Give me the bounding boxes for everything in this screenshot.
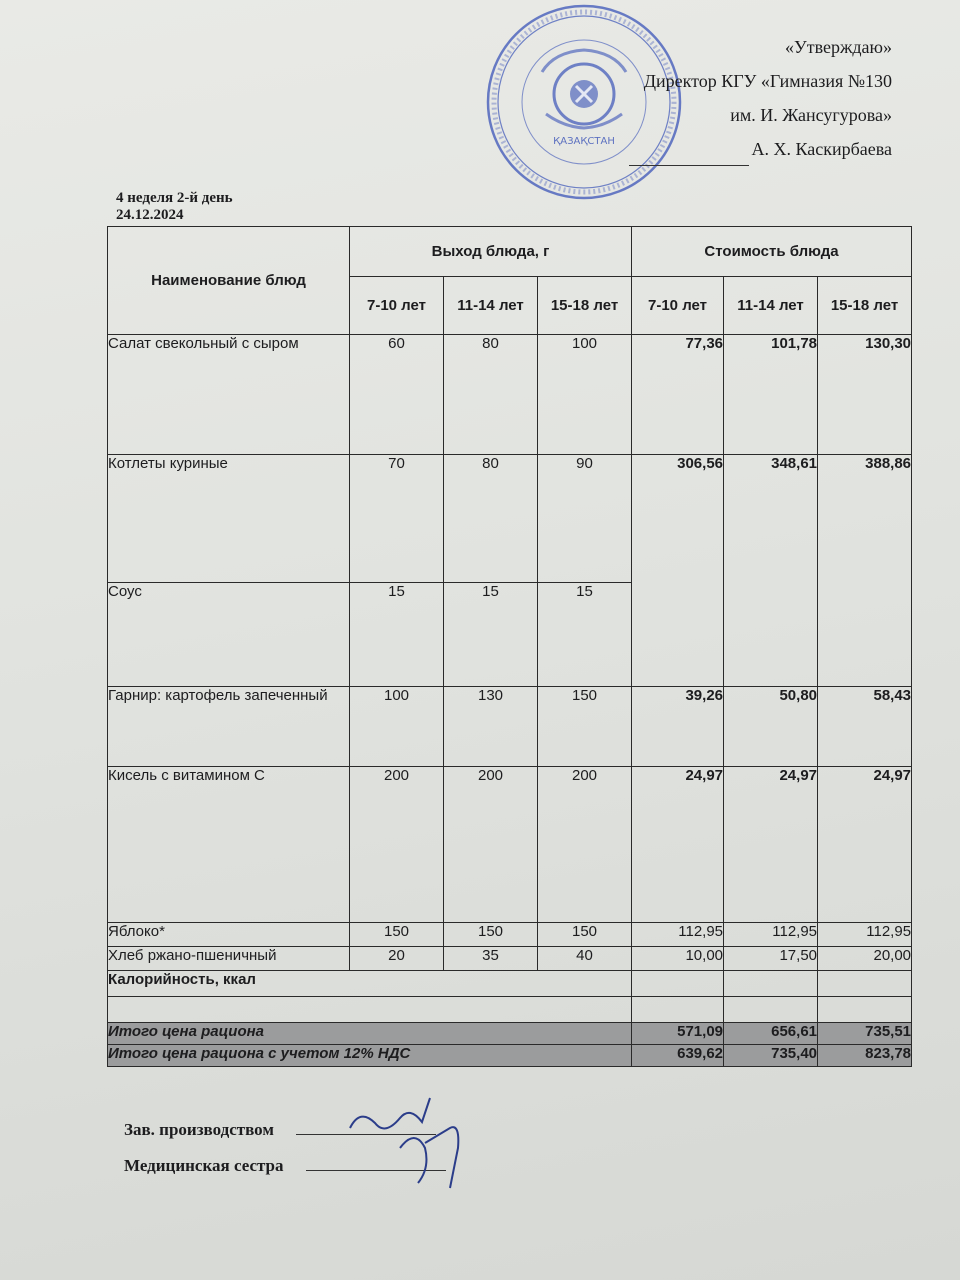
yield-cell: 150	[538, 687, 632, 767]
total-cost: 735,51	[818, 1023, 912, 1045]
table-row	[108, 923, 912, 947]
approval-block	[629, 30, 892, 166]
cost-cell: 388,86	[818, 455, 912, 687]
cost-cell: 10,00	[632, 947, 724, 971]
cost-cell: 58,43	[818, 687, 912, 767]
total-row	[108, 1023, 912, 1045]
yield-cell: 150	[444, 923, 538, 947]
table-row	[108, 947, 912, 971]
dish-name: Котлеты куриные	[108, 455, 350, 583]
total-vat-row	[108, 1045, 912, 1067]
handwritten-signature	[330, 1088, 490, 1198]
header-dish-name: Наименование блюд	[108, 227, 350, 335]
table-row	[108, 335, 912, 455]
yield-cell: 40	[538, 947, 632, 971]
approval-signature-line	[629, 132, 892, 166]
header-yield-age: 7-10 лет	[350, 277, 444, 335]
table-row	[108, 687, 912, 767]
cost-cell: 112,95	[632, 923, 724, 947]
header-yield-group: Выход блюда, г	[350, 227, 632, 277]
empty-cell	[818, 997, 912, 1023]
cost-cell: 24,97	[818, 767, 912, 923]
calories-cell	[632, 971, 724, 997]
yield-cell: 15	[350, 583, 444, 687]
cost-cell: 306,56	[632, 455, 724, 687]
cost-cell: 101,78	[724, 335, 818, 455]
yield-cell: 150	[538, 923, 632, 947]
dish-name: Соус	[108, 583, 350, 687]
production-head-label: Зав. производством	[124, 1120, 274, 1139]
empty-row	[108, 997, 912, 1023]
calories-row	[108, 971, 912, 997]
header-cost-age: 7-10 лет	[632, 277, 724, 335]
empty-cell	[108, 997, 632, 1023]
week-day-label: 4 неделя 2-й день	[116, 190, 233, 206]
yield-cell: 90	[538, 455, 632, 583]
header-cost-group: Стоимость блюда	[632, 227, 912, 277]
dish-name: Яблоко*	[108, 923, 350, 947]
total-label: Итого цена рациона	[108, 1023, 632, 1045]
yield-cell: 80	[444, 335, 538, 455]
cost-cell: 39,26	[632, 687, 724, 767]
stamp-center-text: ҚАЗАҚСТАН	[553, 136, 615, 147]
yield-cell: 20	[350, 947, 444, 971]
yield-cell: 70	[350, 455, 444, 583]
yield-cell: 200	[350, 767, 444, 923]
calories-label: Калорийность, ккал	[108, 971, 632, 997]
cost-cell: 112,95	[818, 923, 912, 947]
calories-cell	[818, 971, 912, 997]
yield-cell: 60	[350, 335, 444, 455]
total-vat-cost: 735,40	[724, 1045, 818, 1067]
cost-cell: 24,97	[632, 767, 724, 923]
yield-cell: 200	[538, 767, 632, 923]
empty-cell	[632, 997, 724, 1023]
date-label: 24.12.2024	[116, 207, 184, 223]
cost-cell: 20,00	[818, 947, 912, 971]
cost-cell: 24,97	[724, 767, 818, 923]
yield-cell: 100	[350, 687, 444, 767]
total-cost: 656,61	[724, 1023, 818, 1045]
header-cost-age: 11-14 лет	[724, 277, 818, 335]
approval-school: им. И. Жансугурова»	[730, 105, 892, 125]
header-yield-age: 11-14 лет	[444, 277, 538, 335]
cost-cell: 77,36	[632, 335, 724, 455]
yield-cell: 130	[444, 687, 538, 767]
nurse-label: Медицинская сестра	[124, 1156, 284, 1175]
cost-cell: 50,80	[724, 687, 818, 767]
cost-cell: 112,95	[724, 923, 818, 947]
approval-position: Директор КГУ «Гимназия №130	[643, 71, 892, 91]
cost-cell: 348,61	[724, 455, 818, 687]
header-yield-age: 15-18 лет	[538, 277, 632, 335]
cost-cell: 130,30	[818, 335, 912, 455]
cost-cell: 17,50	[724, 947, 818, 971]
yield-cell: 15	[444, 583, 538, 687]
total-vat-cost: 823,78	[818, 1045, 912, 1067]
header-cost-age: 15-18 лет	[818, 277, 912, 335]
dish-name: Салат свекольный с сыром	[108, 335, 350, 455]
yield-cell: 150	[350, 923, 444, 947]
menu-table	[107, 226, 912, 1067]
yield-cell: 80	[444, 455, 538, 583]
approval-title: «Утверждаю»	[784, 37, 892, 57]
yield-cell: 35	[444, 947, 538, 971]
total-vat-label: Итого цена рациона с учетом 12% НДС	[108, 1045, 632, 1067]
approval-director-name: А. Х. Каскирбаева	[751, 139, 892, 159]
day-info	[116, 190, 233, 224]
total-vat-cost: 639,62	[632, 1045, 724, 1067]
table-row	[108, 455, 912, 583]
total-cost: 571,09	[632, 1023, 724, 1045]
table-row	[108, 767, 912, 923]
signature-blank	[629, 147, 749, 166]
dish-name: Хлеб ржано-пшеничный	[108, 947, 350, 971]
empty-cell	[724, 997, 818, 1023]
dish-name: Гарнир: картофель запеченный	[108, 687, 350, 767]
yield-cell: 15	[538, 583, 632, 687]
dish-name: Кисель с витамином С	[108, 767, 350, 923]
yield-cell: 200	[444, 767, 538, 923]
calories-cell	[724, 971, 818, 997]
yield-cell: 100	[538, 335, 632, 455]
